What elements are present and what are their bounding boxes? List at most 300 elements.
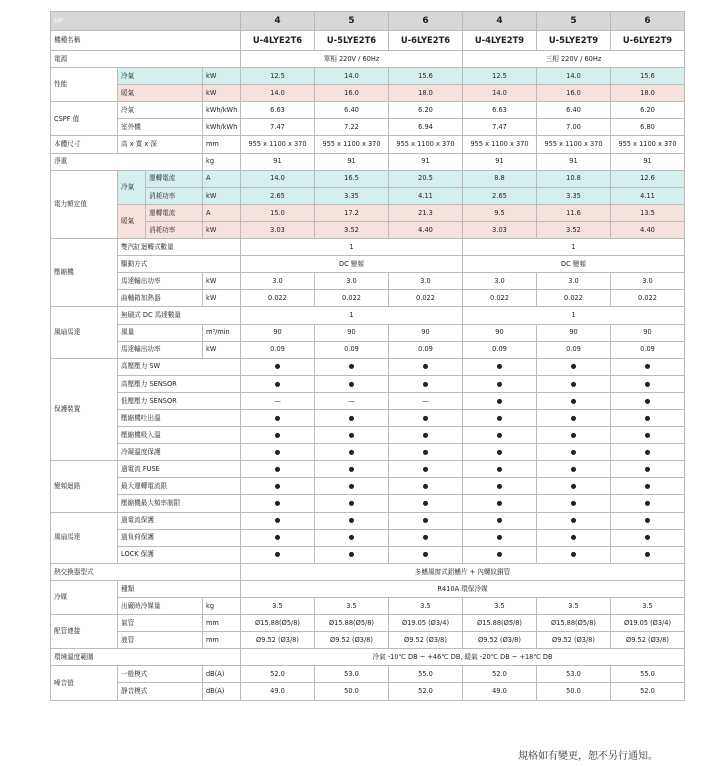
value-cell: 3.0: [315, 273, 389, 290]
value-cell: ●: [463, 512, 537, 529]
value-cell: ●: [537, 392, 611, 409]
value-cell: ●: [315, 444, 389, 461]
section-label: CSPF 值: [51, 102, 118, 136]
table-row: [51, 666, 685, 683]
table-row: [51, 444, 685, 461]
value-cell: 3.35: [537, 187, 611, 204]
item-label: 運轉電流: [146, 204, 203, 221]
unit-cell: kW: [203, 187, 241, 204]
section-label: 噪音值: [51, 666, 118, 700]
unit-cell: A: [203, 204, 241, 221]
value-cell: 11.6: [537, 204, 611, 221]
unit-cell: kW: [203, 341, 241, 358]
footer-note: 規格如有變更，恕不另行通知。: [518, 751, 658, 762]
unit-cell: kW: [203, 221, 241, 238]
value-cell: 16.5: [315, 170, 389, 187]
table-row: [51, 529, 685, 546]
item-label: 高壓壓力 SENSOR: [118, 375, 241, 392]
value-cell: 3.03: [241, 221, 315, 238]
value-cell: ●: [389, 409, 463, 426]
value-cell: Ø19.05 (Ø3/4): [611, 615, 685, 632]
value-cell: ●: [537, 546, 611, 563]
unit-cell: dB(A): [203, 683, 241, 700]
item-label: 氣管: [118, 615, 203, 632]
value-cell: ●: [463, 495, 537, 512]
value-cell: 49.0: [241, 683, 315, 700]
value-cell: ●: [389, 375, 463, 392]
value-cell: ●: [611, 529, 685, 546]
value-cell: ●: [389, 529, 463, 546]
value-cell: 91: [315, 153, 389, 170]
value-cell: 955 x 1100 x 370: [463, 136, 537, 153]
power-label: 電源: [51, 51, 241, 68]
model-name: U-4LYE2T6: [241, 31, 315, 51]
item-label: 冷凝溫度保護: [118, 444, 241, 461]
value-cell: 955 x 1100 x 370: [611, 136, 685, 153]
value-cell: 14.0: [241, 170, 315, 187]
value-cell: 1: [241, 307, 463, 324]
model-name: U-5LYE2T6: [315, 31, 389, 51]
value-cell: ●: [611, 546, 685, 563]
section-label: 熱交換器型式: [51, 563, 241, 580]
table-row: [51, 290, 685, 307]
value-cell: 0.022: [241, 290, 315, 307]
section-label: 變頻迴路: [51, 461, 118, 512]
value-cell: ●: [463, 546, 537, 563]
section-label: 風扇馬達: [51, 512, 118, 563]
table-row: [51, 324, 685, 341]
value-cell: 3.5: [389, 598, 463, 615]
value-cell: Ø19.05 (Ø3/4): [389, 615, 463, 632]
table-row: [51, 478, 685, 495]
value-cell: 15.0: [241, 204, 315, 221]
value-cell: 7.47: [241, 119, 315, 136]
value-cell: Ø15.88(Ø5/8): [241, 615, 315, 632]
item-label: 一般模式: [118, 666, 203, 683]
value-cell: 12.6: [611, 170, 685, 187]
item-label: 壓縮機吐出溫: [118, 409, 241, 426]
value-cell: 90: [389, 324, 463, 341]
value-cell: 90: [463, 324, 537, 341]
hp-value: 5: [537, 12, 611, 31]
value-cell: 55.0: [389, 666, 463, 683]
table-row: [51, 649, 685, 666]
unit-cell: kW: [203, 85, 241, 102]
table-row: [51, 102, 685, 119]
value-cell: ●: [389, 461, 463, 478]
value-cell: 91: [611, 153, 685, 170]
value-cell: 955 x 1100 x 370: [315, 136, 389, 153]
value-cell: ●: [463, 392, 537, 409]
value-cell: 8.8: [463, 170, 537, 187]
value-cell: 91: [463, 153, 537, 170]
table-row: [51, 392, 685, 409]
value-cell: 3.35: [315, 187, 389, 204]
model-name: U-6LYE2T9: [611, 31, 685, 51]
table-row: [51, 153, 685, 170]
value-cell: 0.09: [463, 341, 537, 358]
value-cell: ●: [537, 444, 611, 461]
value-cell: 3.52: [537, 221, 611, 238]
value-cell: Ø15.88(Ø5/8): [537, 615, 611, 632]
value-cell: 53.0: [315, 666, 389, 683]
value-cell: 50.0: [315, 683, 389, 700]
value-cell: ●: [389, 478, 463, 495]
value-cell: 955 x 1100 x 370: [241, 136, 315, 153]
item-label: 冷氣: [118, 68, 203, 85]
value-cell: 冷氣 -10℃ DB ~ +46℃ DB, 暖氣 -20℃ DB ~ +18℃ DB: [241, 649, 685, 666]
value-cell: ●: [315, 461, 389, 478]
value-cell: ●: [389, 444, 463, 461]
value-cell: 955 x 1100 x 370: [389, 136, 463, 153]
value-cell: —: [241, 392, 315, 409]
value-cell: 6.63: [241, 102, 315, 119]
table-row: [51, 358, 685, 375]
item-label: 消耗功率: [146, 221, 203, 238]
item-label: 出廠時冷媒量: [118, 598, 203, 615]
value-cell: 10.8: [537, 170, 611, 187]
unit-cell: kW: [203, 273, 241, 290]
item-label: 運轉電流: [146, 170, 203, 187]
value-cell: 91: [241, 153, 315, 170]
value-cell: DC 變頻: [241, 256, 463, 273]
value-cell: ●: [611, 375, 685, 392]
value-cell: 6.20: [389, 102, 463, 119]
value-cell: ●: [389, 495, 463, 512]
value-cell: 14.0: [463, 85, 537, 102]
item-label: 風量: [118, 324, 203, 341]
table-row: [51, 683, 685, 700]
value-cell: 1: [463, 239, 685, 256]
value-cell: ●: [389, 546, 463, 563]
table-row: [51, 632, 685, 649]
value-cell: 21.3: [389, 204, 463, 221]
table-row: [51, 119, 685, 136]
value-cell: ●: [241, 478, 315, 495]
value-cell: 3.0: [241, 273, 315, 290]
value-cell: 13.5: [611, 204, 685, 221]
value-cell: 0.09: [389, 341, 463, 358]
value-cell: DC 變頻: [463, 256, 685, 273]
table-row: [51, 187, 685, 204]
value-cell: ●: [611, 495, 685, 512]
item-label: 高壓壓力 SW: [118, 358, 241, 375]
item-label: 消耗功率: [146, 187, 203, 204]
value-cell: ●: [315, 375, 389, 392]
value-cell: 20.5: [389, 170, 463, 187]
value-cell: 3.0: [463, 273, 537, 290]
item-label: 最大運轉電流限: [118, 478, 241, 495]
value-cell: 3.03: [463, 221, 537, 238]
value-cell: 90: [315, 324, 389, 341]
value-cell: ●: [241, 375, 315, 392]
value-cell: Ø9.52 (Ø3/8): [463, 632, 537, 649]
value-cell: 90: [241, 324, 315, 341]
value-cell: ●: [315, 358, 389, 375]
power-value: 三相 220V / 60Hz: [463, 51, 685, 68]
value-cell: Ø15.88(Ø5/8): [315, 615, 389, 632]
unit-cell: mm: [203, 136, 241, 153]
table-row: [51, 563, 685, 580]
value-cell: 0.09: [315, 341, 389, 358]
section-label: 環境溫度範圍: [51, 649, 241, 666]
value-cell: ●: [537, 495, 611, 512]
value-cell: ●: [241, 529, 315, 546]
value-cell: 7.22: [315, 119, 389, 136]
value-cell: ●: [537, 478, 611, 495]
value-cell: ●: [463, 529, 537, 546]
unit-cell: kWh/kWh: [203, 102, 241, 119]
table-row: [51, 307, 685, 324]
item-label: 暖氣: [118, 85, 203, 102]
table-row: [51, 51, 685, 68]
item-label: 過電流保護: [118, 512, 241, 529]
value-cell: 90: [537, 324, 611, 341]
value-cell: 7.47: [463, 119, 537, 136]
value-cell: ●: [611, 478, 685, 495]
value-cell: 52.0: [463, 666, 537, 683]
value-cell: 14.0: [315, 68, 389, 85]
value-cell: ●: [315, 478, 389, 495]
value-cell: 6.63: [463, 102, 537, 119]
value-cell: ●: [537, 427, 611, 444]
value-cell: 955 x 1100 x 370: [537, 136, 611, 153]
value-cell: 7.00: [537, 119, 611, 136]
unit-cell: mm: [203, 615, 241, 632]
section-label: 風扇馬達: [51, 307, 118, 358]
value-cell: ●: [241, 495, 315, 512]
item-label: 室外機: [118, 119, 203, 136]
item-label: 無刷式 DC 馬達數量: [118, 307, 241, 324]
group-label: 冷氣: [118, 170, 146, 204]
value-cell: ●: [611, 461, 685, 478]
table-row: [51, 341, 685, 358]
spec-table: [50, 11, 685, 701]
value-cell: ●: [463, 444, 537, 461]
value-cell: 9.5: [463, 204, 537, 221]
value-cell: 0.022: [389, 290, 463, 307]
value-cell: 多鰭風窗式鋁鰭片 + 內螺紋銅管: [241, 563, 685, 580]
value-cell: Ø9.52 (Ø3/8): [241, 632, 315, 649]
value-cell: 3.5: [315, 598, 389, 615]
value-cell: 14.0: [241, 85, 315, 102]
table-row: [51, 598, 685, 615]
value-cell: ●: [463, 478, 537, 495]
value-cell: 18.0: [389, 85, 463, 102]
table-row: [51, 580, 685, 597]
table-row: [51, 170, 685, 187]
table-row: [51, 256, 685, 273]
value-cell: 3.52: [315, 221, 389, 238]
value-cell: ●: [241, 546, 315, 563]
value-cell: 12.5: [241, 68, 315, 85]
value-cell: 0.022: [611, 290, 685, 307]
item-label: 雙汽缸迴轉式數量: [118, 239, 241, 256]
unit-cell: dB(A): [203, 666, 241, 683]
model-label: 機種名稱: [51, 31, 241, 51]
item-label: LOCK 保護: [118, 546, 241, 563]
value-cell: ●: [241, 512, 315, 529]
value-cell: 55.0: [611, 666, 685, 683]
value-cell: —: [389, 392, 463, 409]
model-name: U-4LYE2T9: [463, 31, 537, 51]
value-cell: ●: [463, 427, 537, 444]
value-cell: 3.0: [537, 273, 611, 290]
hp-value: 4: [463, 12, 537, 31]
value-cell: 0.09: [537, 341, 611, 358]
item-label: 種類: [118, 580, 241, 597]
item-label: 壓縮機最大頻率制限: [118, 495, 241, 512]
value-cell: 6.20: [611, 102, 685, 119]
value-cell: Ø9.52 (Ø3/8): [315, 632, 389, 649]
value-cell: ●: [537, 409, 611, 426]
unit-cell: kg: [203, 153, 241, 170]
item-label: 馬達輸出功率: [118, 273, 203, 290]
item-label: 冷氣: [118, 102, 203, 119]
value-cell: 18.0: [611, 85, 685, 102]
value-cell: ●: [241, 444, 315, 461]
table-row: [51, 546, 685, 563]
item-label: 壓縮機吸入溫: [118, 427, 241, 444]
section-label: 保護裝置: [51, 358, 118, 461]
model-name: U-6LYE2T6: [389, 31, 463, 51]
value-cell: 3.5: [241, 598, 315, 615]
table-row: [51, 68, 685, 85]
item-label: 過負荷保護: [118, 529, 241, 546]
value-cell: Ø15.88(Ø5/8): [463, 615, 537, 632]
unit-cell: kWh/kWh: [203, 119, 241, 136]
value-cell: ●: [389, 512, 463, 529]
value-cell: ●: [389, 358, 463, 375]
value-cell: 3.0: [389, 273, 463, 290]
value-cell: 6.94: [389, 119, 463, 136]
section-label: 電力額定值: [51, 170, 118, 238]
value-cell: ●: [537, 512, 611, 529]
table-row: [51, 136, 685, 153]
value-cell: 50.0: [537, 683, 611, 700]
model-name: U-5LYE2T9: [537, 31, 611, 51]
value-cell: 4.40: [611, 221, 685, 238]
value-cell: ●: [611, 427, 685, 444]
table-row: [51, 615, 685, 632]
value-cell: ●: [315, 427, 389, 444]
value-cell: ●: [389, 427, 463, 444]
value-cell: 16.0: [537, 85, 611, 102]
value-cell: 52.0: [611, 683, 685, 700]
value-cell: Ø9.52 (Ø3/8): [611, 632, 685, 649]
value-cell: 6.40: [315, 102, 389, 119]
table-row: [51, 495, 685, 512]
value-cell: 0.022: [315, 290, 389, 307]
value-cell: Ø9.52 (Ø3/8): [537, 632, 611, 649]
hp-value: 6: [611, 12, 685, 31]
hp-value: 4: [241, 12, 315, 31]
table-row: [51, 12, 685, 31]
value-cell: 0.09: [611, 341, 685, 358]
item-label: 高 x 寬 x 深: [118, 136, 203, 153]
value-cell: Ø9.52 (Ø3/8): [389, 632, 463, 649]
item-label: 過電流 FUSE: [118, 461, 241, 478]
unit-cell: mm: [203, 632, 241, 649]
value-cell: ●: [611, 409, 685, 426]
value-cell: ●: [241, 427, 315, 444]
value-cell: 15.6: [611, 68, 685, 85]
value-cell: ●: [611, 444, 685, 461]
value-cell: 90: [611, 324, 685, 341]
value-cell: 91: [389, 153, 463, 170]
value-cell: 52.0: [241, 666, 315, 683]
item-label: 低壓壓力 SENSOR: [118, 392, 241, 409]
item-label: 液管: [118, 632, 203, 649]
value-cell: 3.5: [537, 598, 611, 615]
value-cell: 14.0: [537, 68, 611, 85]
value-cell: 0.09: [241, 341, 315, 358]
value-cell: 6.80: [611, 119, 685, 136]
value-cell: 53.0: [537, 666, 611, 683]
section-label: 性能: [51, 68, 118, 102]
table-row: [51, 375, 685, 392]
value-cell: ●: [611, 358, 685, 375]
value-cell: ●: [315, 512, 389, 529]
value-cell: 2.65: [463, 187, 537, 204]
value-cell: 4.40: [389, 221, 463, 238]
value-cell: 0.022: [463, 290, 537, 307]
value-cell: 52.0: [389, 683, 463, 700]
value-cell: 1: [463, 307, 685, 324]
value-cell: 0.022: [537, 290, 611, 307]
table-row: [51, 512, 685, 529]
value-cell: ●: [241, 358, 315, 375]
table-row: [51, 239, 685, 256]
table-row: [51, 427, 685, 444]
value-cell: —: [315, 392, 389, 409]
section-label: 壓縮機: [51, 239, 118, 307]
item-label: 馬達輸出功率: [118, 341, 203, 358]
value-cell: 2.65: [241, 187, 315, 204]
value-cell: ●: [315, 546, 389, 563]
value-cell: ●: [241, 409, 315, 426]
value-cell: ●: [315, 495, 389, 512]
value-cell: ●: [611, 512, 685, 529]
value-cell: 91: [537, 153, 611, 170]
unit-cell: kW: [203, 290, 241, 307]
value-cell: 15.6: [389, 68, 463, 85]
value-cell: ●: [611, 392, 685, 409]
value-cell: 4.11: [611, 187, 685, 204]
value-cell: ●: [537, 375, 611, 392]
table-row: [51, 409, 685, 426]
value-cell: 6.40: [537, 102, 611, 119]
value-cell: ●: [537, 529, 611, 546]
value-cell: ●: [463, 461, 537, 478]
table-row: [51, 273, 685, 290]
unit-cell: A: [203, 170, 241, 187]
table-row: [51, 221, 685, 238]
value-cell: 4.11: [389, 187, 463, 204]
table-row: [51, 461, 685, 478]
group-label: 暖氣: [118, 204, 146, 238]
value-cell: ●: [463, 375, 537, 392]
value-cell: ●: [463, 358, 537, 375]
hp-value: 6: [389, 12, 463, 31]
hp-label: HP: [51, 12, 241, 31]
value-cell: 49.0: [463, 683, 537, 700]
unit-cell: m³/min: [203, 324, 241, 341]
value-cell: ●: [463, 409, 537, 426]
table-row: [51, 85, 685, 102]
value-cell: ●: [315, 529, 389, 546]
table-row: [51, 31, 685, 51]
